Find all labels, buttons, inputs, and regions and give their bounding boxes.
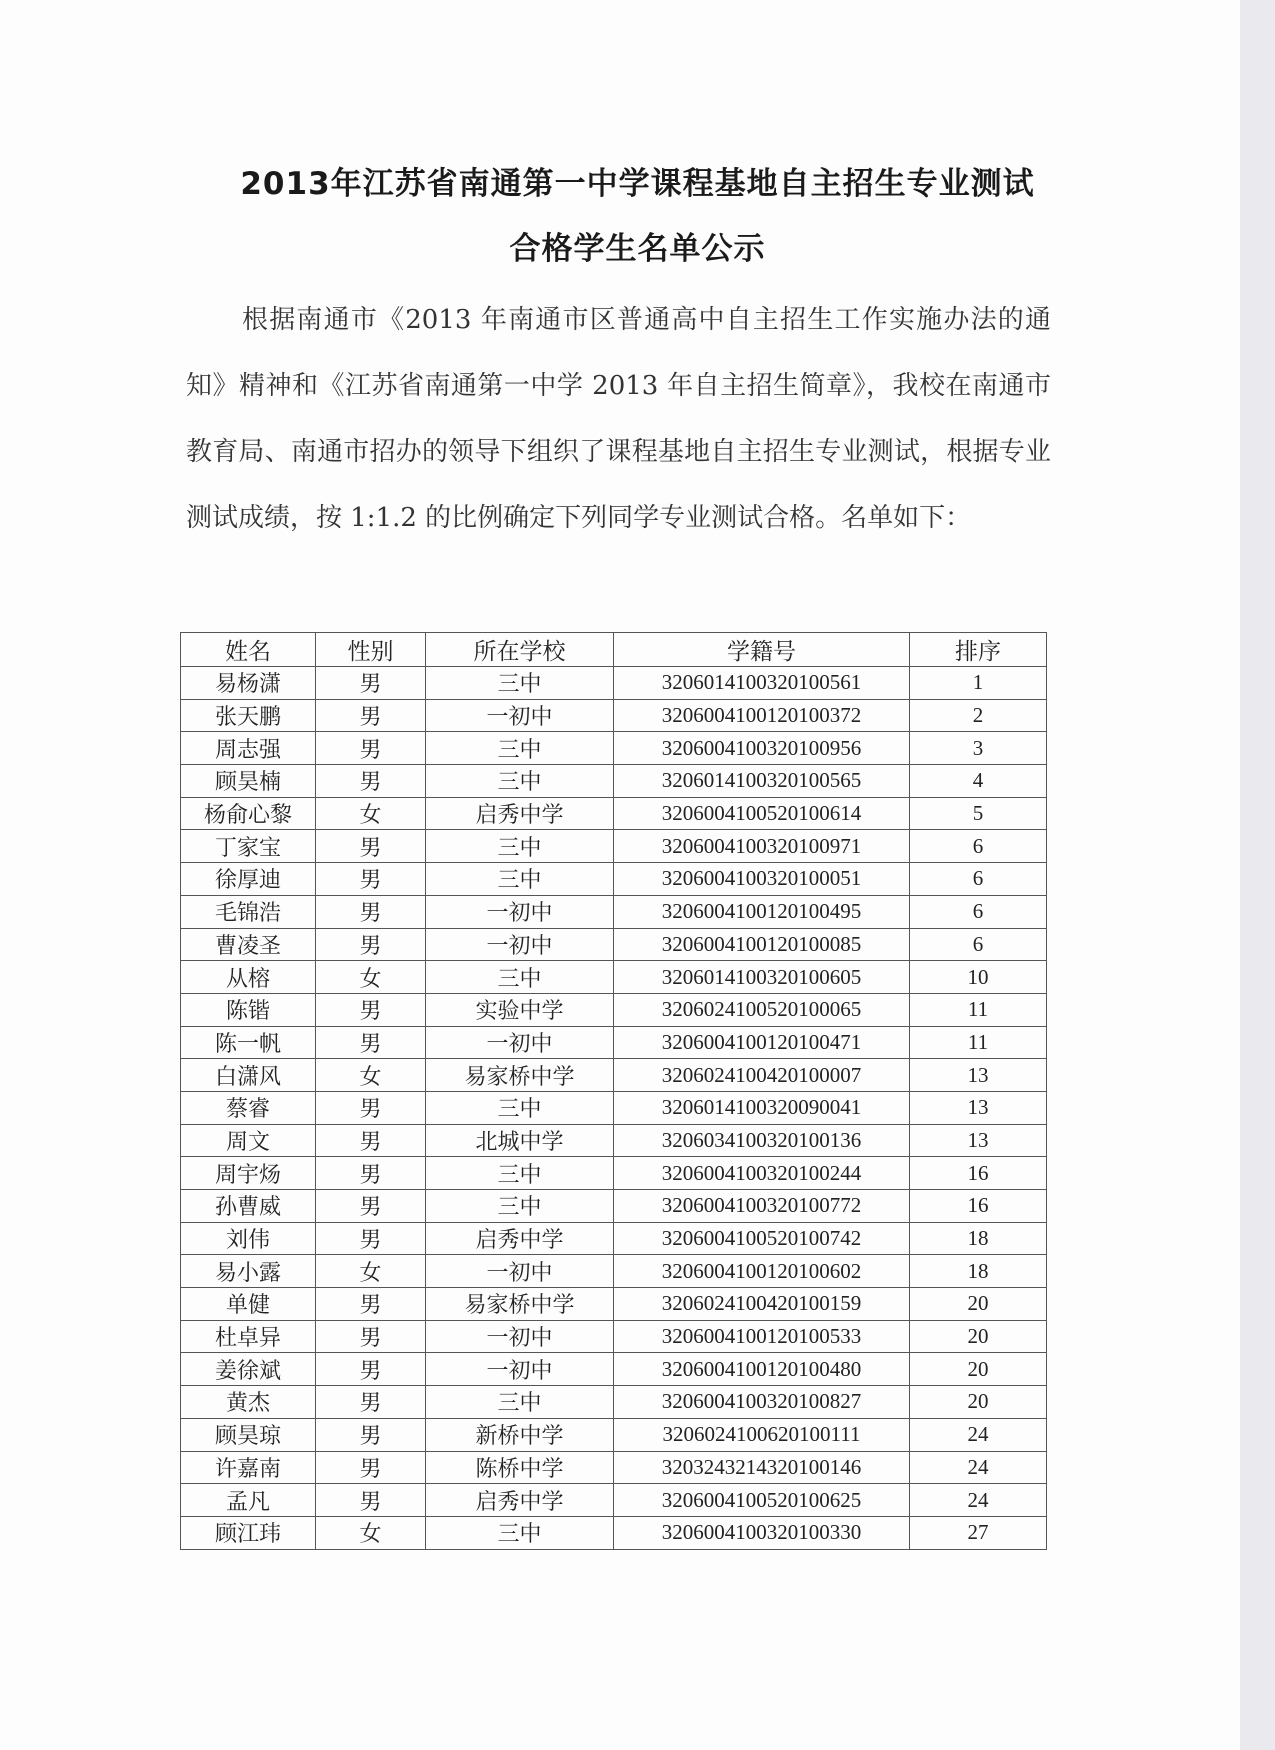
table-row <box>181 1091 1047 1124</box>
intro-paragraph: 根据南通市《2013 年南通市区普通高中自主招生工作实施办法的通知》精神和《江苏省南通第一中学 2013 年自主招生简章》，我校在南通市教育局、南通市招办的领导下组织了课程基地自主招生专业测试，根据专业测试成绩，按 1:1.2 的比例确定下列同学专业测试合格。名单如下： <box>186 305 1051 533</box>
table-row <box>181 699 1047 732</box>
cell-rank: 16 <box>910 1157 1047 1190</box>
table-row <box>181 732 1047 765</box>
cell-name: 杜卓异 <box>181 1320 316 1353</box>
table-row <box>181 1255 1047 1288</box>
cell-student-id: 3206004100120100471 <box>614 1026 910 1059</box>
cell-name: 张天鹏 <box>181 699 316 732</box>
cell-gender: 女 <box>316 1059 426 1092</box>
cell-gender: 男 <box>316 1353 426 1386</box>
cell-gender: 男 <box>316 1190 426 1223</box>
cell-student-id: 3206004100320100956 <box>614 732 910 765</box>
cell-rank: 20 <box>910 1386 1047 1419</box>
cell-student-id: 3206004100320100330 <box>614 1516 910 1549</box>
table-row <box>181 1059 1047 1092</box>
cell-school: 一初中 <box>426 928 614 961</box>
table-row <box>181 961 1047 994</box>
cell-school: 一初中 <box>426 1353 614 1386</box>
cell-name: 徐厚迪 <box>181 863 316 896</box>
cell-rank: 20 <box>910 1320 1047 1353</box>
cell-school: 三中 <box>426 1190 614 1223</box>
cell-gender: 男 <box>316 667 426 700</box>
table-row <box>181 1320 1047 1353</box>
cell-rank: 18 <box>910 1222 1047 1255</box>
cell-name: 许嘉南 <box>181 1451 316 1484</box>
cell-gender: 男 <box>316 765 426 798</box>
cell-student-id: 3206004100520100625 <box>614 1484 910 1517</box>
cell-gender: 男 <box>316 1418 426 1451</box>
cell-student-id: 3206014100320090041 <box>614 1091 910 1124</box>
cell-rank: 16 <box>910 1190 1047 1223</box>
header-school: 所在学校 <box>426 633 614 667</box>
cell-name: 易杨潇 <box>181 667 316 700</box>
cell-name: 周文 <box>181 1124 316 1157</box>
cell-school: 一初中 <box>426 699 614 732</box>
cell-rank: 3 <box>910 732 1047 765</box>
cell-rank: 20 <box>910 1288 1047 1321</box>
cell-name: 丁家宝 <box>181 830 316 863</box>
cell-gender: 女 <box>316 961 426 994</box>
cell-rank: 11 <box>910 1026 1047 1059</box>
header-rank: 排序 <box>910 633 1047 667</box>
cell-school: 一初中 <box>426 1320 614 1353</box>
cell-gender: 女 <box>316 797 426 830</box>
table-row <box>181 1157 1047 1190</box>
cell-student-id: 3206004100120100602 <box>614 1255 910 1288</box>
cell-gender: 男 <box>316 1386 426 1419</box>
cell-student-id: 3206004100320100244 <box>614 1157 910 1190</box>
cell-school: 实验中学 <box>426 993 614 1026</box>
cell-student-id: 3206004100520100742 <box>614 1222 910 1255</box>
table-row <box>181 1026 1047 1059</box>
cell-student-id: 3206024100620100111 <box>614 1418 910 1451</box>
cell-rank: 5 <box>910 797 1047 830</box>
cell-student-id: 3206014100320100605 <box>614 961 910 994</box>
cell-school: 一初中 <box>426 1255 614 1288</box>
cell-name: 蔡睿 <box>181 1091 316 1124</box>
cell-gender: 女 <box>316 1516 426 1549</box>
cell-rank: 13 <box>910 1059 1047 1092</box>
cell-student-id: 3206024100520100065 <box>614 993 910 1026</box>
cell-rank: 18 <box>910 1255 1047 1288</box>
cell-rank: 6 <box>910 830 1047 863</box>
table-body <box>181 667 1047 1550</box>
cell-rank: 20 <box>910 1353 1047 1386</box>
cell-name: 从榕 <box>181 961 316 994</box>
table-row <box>181 895 1047 928</box>
cell-rank: 6 <box>910 895 1047 928</box>
table-row <box>181 928 1047 961</box>
cell-student-id: 3206004100320100827 <box>614 1386 910 1419</box>
cell-student-id: 3206004100120100372 <box>614 699 910 732</box>
student-list-table <box>180 632 1047 1550</box>
cell-student-id: 3206004100320100051 <box>614 863 910 896</box>
cell-school: 一初中 <box>426 1026 614 1059</box>
cell-rank: 6 <box>910 863 1047 896</box>
cell-school: 三中 <box>426 961 614 994</box>
cell-school: 启秀中学 <box>426 1484 614 1517</box>
cell-name: 刘伟 <box>181 1222 316 1255</box>
cell-rank: 13 <box>910 1124 1047 1157</box>
cell-student-id: 3206004100120100533 <box>614 1320 910 1353</box>
cell-gender: 女 <box>316 1255 426 1288</box>
cell-rank: 10 <box>910 961 1047 994</box>
cell-gender: 男 <box>316 1320 426 1353</box>
cell-student-id: 3206004100520100614 <box>614 797 910 830</box>
cell-student-id: 3206014100320100565 <box>614 765 910 798</box>
cell-gender: 男 <box>316 993 426 1026</box>
cell-gender: 男 <box>316 928 426 961</box>
cell-name: 孟凡 <box>181 1484 316 1517</box>
cell-student-id: 3206024100420100007 <box>614 1059 910 1092</box>
cell-name: 周宇炀 <box>181 1157 316 1190</box>
cell-school: 一初中 <box>426 895 614 928</box>
cell-name: 孙曹威 <box>181 1190 316 1223</box>
cell-school: 三中 <box>426 765 614 798</box>
cell-school: 三中 <box>426 1091 614 1124</box>
table-row <box>181 797 1047 830</box>
cell-name: 易小露 <box>181 1255 316 1288</box>
cell-gender: 男 <box>316 1484 426 1517</box>
cell-name: 顾江玮 <box>181 1516 316 1549</box>
cell-name: 陈锴 <box>181 993 316 1026</box>
cell-student-id: 3206004100320100772 <box>614 1190 910 1223</box>
header-name: 姓名 <box>181 633 316 667</box>
cell-gender: 男 <box>316 1091 426 1124</box>
table-row <box>181 1124 1047 1157</box>
cell-school: 三中 <box>426 863 614 896</box>
cell-rank: 1 <box>910 667 1047 700</box>
cell-rank: 24 <box>910 1418 1047 1451</box>
cell-gender: 男 <box>316 830 426 863</box>
cell-school: 三中 <box>426 732 614 765</box>
cell-gender: 男 <box>316 1222 426 1255</box>
cell-name: 周志强 <box>181 732 316 765</box>
table-row <box>181 667 1047 700</box>
cell-student-id: 3206014100320100561 <box>614 667 910 700</box>
cell-school: 北城中学 <box>426 1124 614 1157</box>
cell-student-id: 3206004100120100495 <box>614 895 910 928</box>
cell-school: 陈桥中学 <box>426 1451 614 1484</box>
table-row <box>181 1353 1047 1386</box>
table-row <box>181 1288 1047 1321</box>
cell-name: 陈一帆 <box>181 1026 316 1059</box>
table-row <box>181 1418 1047 1451</box>
cell-name: 毛锦浩 <box>181 895 316 928</box>
cell-gender: 男 <box>316 1451 426 1484</box>
table-row <box>181 1190 1047 1223</box>
header-student-id: 学籍号 <box>614 633 910 667</box>
cell-rank: 24 <box>910 1484 1047 1517</box>
cell-name: 单健 <box>181 1288 316 1321</box>
document-subtitle: 合格学生名单公示 <box>509 231 766 267</box>
cell-student-id: 3206004100320100971 <box>614 830 910 863</box>
cell-name: 顾昊楠 <box>181 765 316 798</box>
cell-school: 三中 <box>426 667 614 700</box>
table-row <box>181 1222 1047 1255</box>
cell-school: 三中 <box>426 1516 614 1549</box>
cell-gender: 男 <box>316 732 426 765</box>
cell-school: 三中 <box>426 1386 614 1419</box>
cell-school: 三中 <box>426 1157 614 1190</box>
cell-gender: 男 <box>316 863 426 896</box>
table-row <box>181 863 1047 896</box>
table-row <box>181 993 1047 1026</box>
cell-name: 姜徐斌 <box>181 1353 316 1386</box>
cell-rank: 11 <box>910 993 1047 1026</box>
cell-rank: 24 <box>910 1451 1047 1484</box>
cell-school: 三中 <box>426 830 614 863</box>
cell-gender: 男 <box>316 699 426 732</box>
cell-gender: 男 <box>316 1288 426 1321</box>
cell-school: 启秀中学 <box>426 1222 614 1255</box>
cell-school: 易家桥中学 <box>426 1288 614 1321</box>
cell-student-id: 3206034100320100136 <box>614 1124 910 1157</box>
cell-school: 启秀中学 <box>426 797 614 830</box>
cell-student-id: 3206004100120100085 <box>614 928 910 961</box>
cell-gender: 男 <box>316 1124 426 1157</box>
cell-student-id: 3206024100420100159 <box>614 1288 910 1321</box>
cell-school: 新桥中学 <box>426 1418 614 1451</box>
cell-gender: 男 <box>316 1026 426 1059</box>
cell-name: 曹凌圣 <box>181 928 316 961</box>
table-row <box>181 765 1047 798</box>
cell-school: 易家桥中学 <box>426 1059 614 1092</box>
cell-rank: 13 <box>910 1091 1047 1124</box>
document-title: 2013年江苏省南通第一中学课程基地自主招生专业测试 <box>240 166 1035 202</box>
cell-rank: 6 <box>910 928 1047 961</box>
cell-name: 杨俞心黎 <box>181 797 316 830</box>
table-row <box>181 1386 1047 1419</box>
table-row <box>181 1484 1047 1517</box>
cell-gender: 男 <box>316 895 426 928</box>
table-header-row <box>181 633 1047 667</box>
table-row <box>181 1451 1047 1484</box>
table-row <box>181 830 1047 863</box>
cell-student-id: 3206004100120100480 <box>614 1353 910 1386</box>
cell-rank: 4 <box>910 765 1047 798</box>
cell-gender: 男 <box>316 1157 426 1190</box>
cell-name: 顾昊琼 <box>181 1418 316 1451</box>
cell-rank: 27 <box>910 1516 1047 1549</box>
table-row <box>181 1516 1047 1549</box>
cell-student-id: 3203243214320100146 <box>614 1451 910 1484</box>
cell-rank: 2 <box>910 699 1047 732</box>
cell-name: 黄杰 <box>181 1386 316 1419</box>
cell-name: 白潇风 <box>181 1059 316 1092</box>
header-gender: 性别 <box>316 633 426 667</box>
